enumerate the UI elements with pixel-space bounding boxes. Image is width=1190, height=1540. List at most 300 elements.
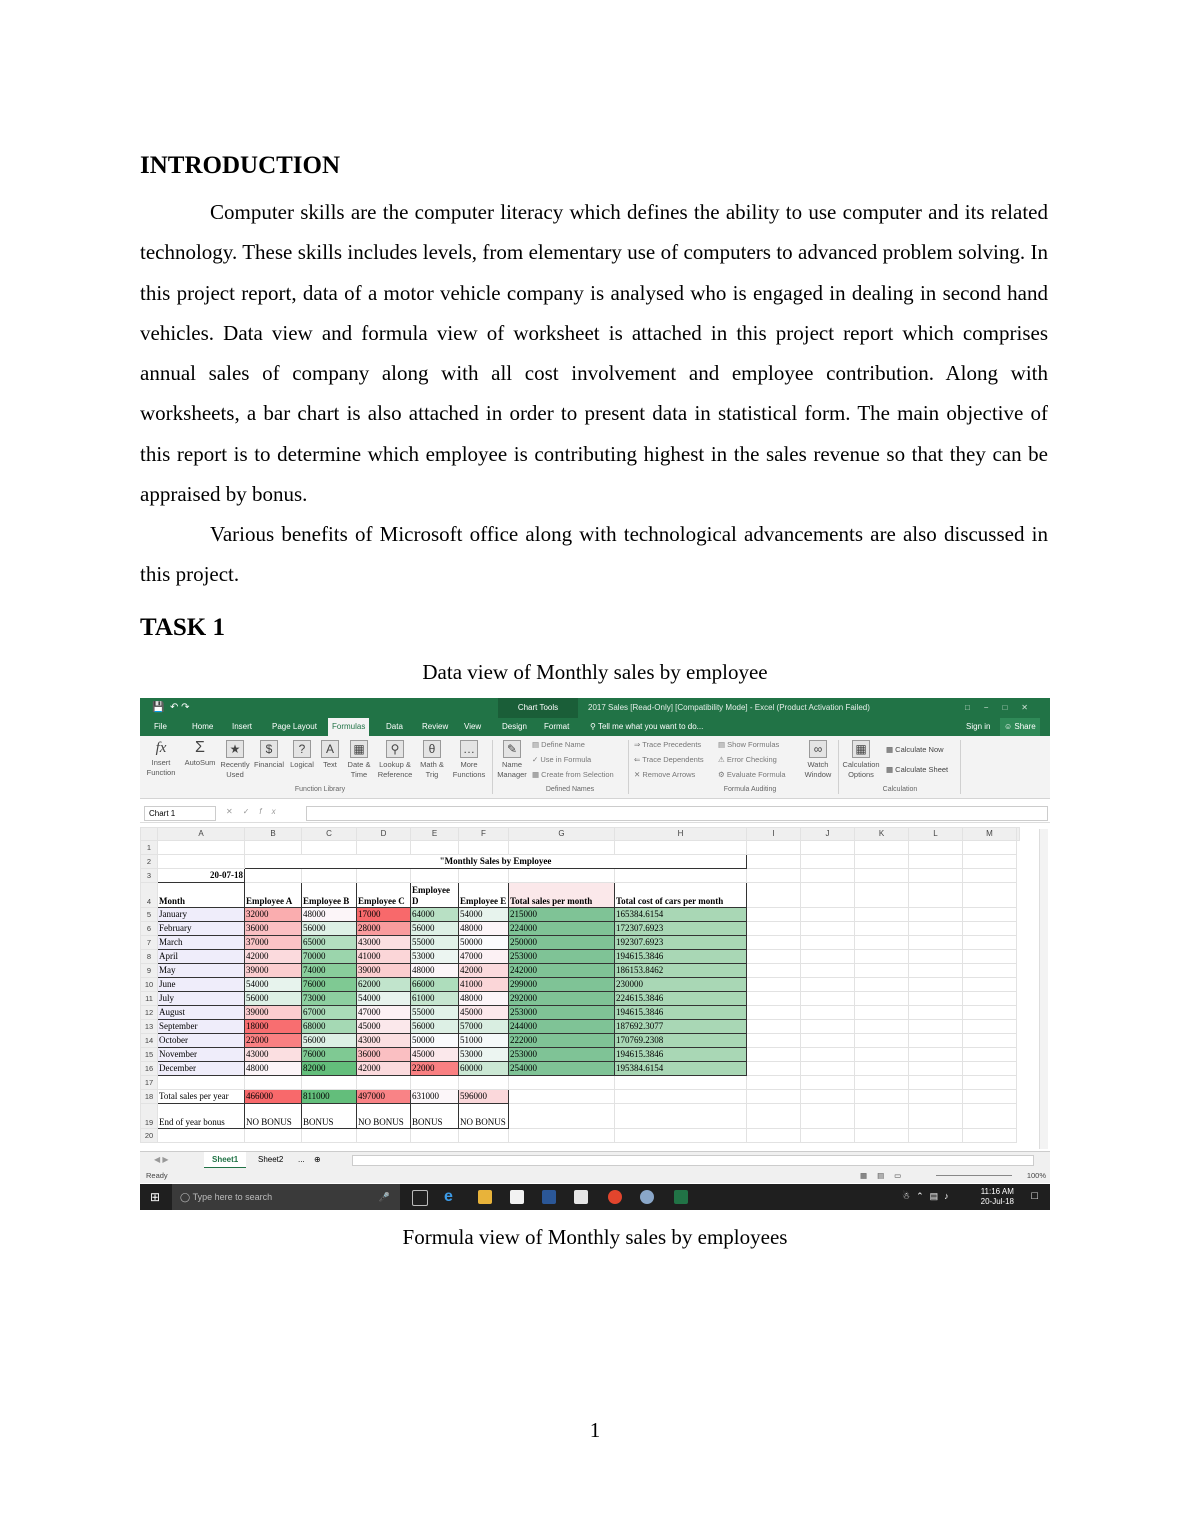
empty-cell[interactable] xyxy=(855,936,909,950)
column-header[interactable]: J xyxy=(801,828,855,841)
total-label-cell[interactable]: Total sales per year xyxy=(158,1090,245,1104)
bonus-cell[interactable]: NO BONUS xyxy=(459,1104,509,1129)
value-cell[interactable]: 76000 xyxy=(302,978,357,992)
empty-cell[interactable] xyxy=(801,841,855,855)
empty-cell[interactable] xyxy=(801,1104,855,1129)
empty-cell[interactable] xyxy=(411,841,459,855)
empty-cell[interactable] xyxy=(245,841,302,855)
empty-cell[interactable] xyxy=(909,883,963,908)
value-cell[interactable]: 39000 xyxy=(245,964,302,978)
create-from-selection-button[interactable]: ▦ Create from Selection xyxy=(532,770,614,779)
empty-cell[interactable] xyxy=(963,908,1017,922)
value-cell[interactable]: 50000 xyxy=(411,1034,459,1048)
value-cell[interactable]: 250000 xyxy=(509,936,615,950)
value-cell[interactable]: 48000 xyxy=(459,992,509,1006)
value-cell[interactable]: 48000 xyxy=(459,922,509,936)
edge-icon[interactable]: e xyxy=(444,1188,453,1205)
mail-icon[interactable] xyxy=(574,1190,588,1204)
more-functions-button[interactable] xyxy=(450,740,488,780)
empty-cell[interactable] xyxy=(459,841,509,855)
sheet-title-cell[interactable]: "Monthly Sales by Employee xyxy=(245,855,747,869)
empty-cell[interactable] xyxy=(909,1076,963,1090)
month-cell[interactable]: October xyxy=(158,1034,245,1048)
empty-cell[interactable] xyxy=(909,908,963,922)
empty-cell[interactable] xyxy=(459,869,509,883)
empty-cell[interactable] xyxy=(747,1034,801,1048)
value-cell[interactable]: 76000 xyxy=(302,1048,357,1062)
row-header[interactable]: 2 xyxy=(141,855,158,869)
empty-cell[interactable] xyxy=(747,869,801,883)
column-header[interactable]: K xyxy=(855,828,909,841)
empty-cell[interactable] xyxy=(411,1129,459,1143)
value-cell[interactable]: 62000 xyxy=(357,978,411,992)
empty-cell[interactable] xyxy=(459,1076,509,1090)
row-header[interactable]: 11 xyxy=(141,992,158,1006)
row-header[interactable]: 14 xyxy=(141,1034,158,1048)
name-manager-button[interactable] xyxy=(496,740,528,780)
empty-cell[interactable] xyxy=(963,936,1017,950)
select-all-corner[interactable] xyxy=(141,828,158,841)
taskbar-search-box[interactable] xyxy=(172,1184,400,1210)
empty-cell[interactable] xyxy=(855,1020,909,1034)
value-cell[interactable]: 57000 xyxy=(459,1020,509,1034)
empty-cell[interactable] xyxy=(909,964,963,978)
value-cell[interactable]: 42000 xyxy=(357,1062,411,1076)
date-cell[interactable]: 20-07-18 xyxy=(158,869,245,883)
value-cell[interactable]: 48000 xyxy=(245,1062,302,1076)
row-header[interactable]: 4 xyxy=(141,883,158,908)
empty-cell[interactable] xyxy=(909,1006,963,1020)
value-cell[interactable]: 195384.6154 xyxy=(615,1062,747,1076)
value-cell[interactable]: 61000 xyxy=(411,992,459,1006)
share-button[interactable] xyxy=(1000,718,1040,736)
empty-cell[interactable] xyxy=(909,1034,963,1048)
value-cell[interactable]: 48000 xyxy=(411,964,459,978)
evaluate-formula-button[interactable]: ⚙ Evaluate Formula xyxy=(718,770,786,779)
formula-bar-icons[interactable]: ✕✓fx xyxy=(226,807,286,816)
value-cell[interactable]: 56000 xyxy=(411,922,459,936)
row-header[interactable]: 16 xyxy=(141,1062,158,1076)
remove-arrows-button[interactable]: ✕ Remove Arrows xyxy=(634,770,696,779)
empty-cell[interactable] xyxy=(909,922,963,936)
empty-cell[interactable] xyxy=(963,992,1017,1006)
row-header[interactable]: 8 xyxy=(141,950,158,964)
value-cell[interactable]: 66000 xyxy=(411,978,459,992)
row-header[interactable]: 5 xyxy=(141,908,158,922)
value-cell[interactable]: 54000 xyxy=(245,978,302,992)
row-header[interactable]: 19 xyxy=(141,1104,158,1129)
value-cell[interactable]: 56000 xyxy=(245,992,302,1006)
value-cell[interactable]: 55000 xyxy=(411,1006,459,1020)
empty-cell[interactable] xyxy=(909,841,963,855)
empty-cell[interactable] xyxy=(855,950,909,964)
microphone-icon[interactable]: 🎤 xyxy=(378,1192,390,1202)
value-cell[interactable]: 47000 xyxy=(459,950,509,964)
value-cell[interactable]: 37000 xyxy=(245,936,302,950)
value-cell[interactable]: 68000 xyxy=(302,1020,357,1034)
value-cell[interactable]: 45000 xyxy=(459,1006,509,1020)
value-cell[interactable]: 299000 xyxy=(509,978,615,992)
value-cell[interactable]: 215000 xyxy=(509,908,615,922)
value-cell[interactable]: 292000 xyxy=(509,992,615,1006)
value-cell[interactable]: 60000 xyxy=(459,1062,509,1076)
empty-cell[interactable] xyxy=(801,855,855,869)
value-cell[interactable]: 53000 xyxy=(411,950,459,964)
tab-home[interactable]: Home xyxy=(192,722,214,731)
empty-cell[interactable] xyxy=(615,1090,747,1104)
sign-in-link[interactable]: Sign in xyxy=(966,722,991,731)
value-cell[interactable]: 172307.6923 xyxy=(615,922,747,936)
value-cell[interactable]: 42000 xyxy=(245,950,302,964)
chrome-icon[interactable] xyxy=(608,1190,622,1204)
empty-cell[interactable] xyxy=(357,869,411,883)
column-title-cell[interactable]: Employee D xyxy=(411,883,459,908)
empty-cell[interactable] xyxy=(909,1048,963,1062)
column-header[interactable]: L xyxy=(909,828,963,841)
column-header[interactable]: B xyxy=(245,828,302,841)
empty-cell[interactable] xyxy=(909,936,963,950)
empty-cell[interactable] xyxy=(801,964,855,978)
empty-cell[interactable] xyxy=(747,1104,801,1129)
tab-data[interactable]: Data xyxy=(386,722,403,731)
empty-cell[interactable] xyxy=(357,1129,411,1143)
row-header[interactable]: 10 xyxy=(141,978,158,992)
empty-cell[interactable] xyxy=(855,883,909,908)
empty-cell[interactable] xyxy=(411,1076,459,1090)
empty-cell[interactable] xyxy=(909,869,963,883)
row-header[interactable]: 12 xyxy=(141,1006,158,1020)
empty-cell[interactable] xyxy=(909,1020,963,1034)
empty-cell[interactable] xyxy=(801,992,855,1006)
empty-cell[interactable] xyxy=(963,978,1017,992)
value-cell[interactable]: 43000 xyxy=(357,936,411,950)
empty-cell[interactable] xyxy=(801,978,855,992)
empty-cell[interactable] xyxy=(963,883,1017,908)
value-cell[interactable]: 47000 xyxy=(357,1006,411,1020)
empty-cell[interactable] xyxy=(801,1020,855,1034)
sheet-tab-sheet2[interactable]: Sheet2 xyxy=(258,1155,284,1164)
empty-cell[interactable] xyxy=(245,1076,302,1090)
tab-file[interactable]: File xyxy=(154,722,167,731)
value-cell[interactable]: 43000 xyxy=(245,1048,302,1062)
row-header[interactable]: 7 xyxy=(141,936,158,950)
value-cell[interactable]: 254000 xyxy=(509,1062,615,1076)
empty-cell[interactable] xyxy=(801,1129,855,1143)
value-cell[interactable]: 28000 xyxy=(357,922,411,936)
value-cell[interactable]: 39000 xyxy=(245,1006,302,1020)
value-cell[interactable]: 74000 xyxy=(302,964,357,978)
value-cell[interactable]: 56000 xyxy=(302,1034,357,1048)
empty-cell[interactable] xyxy=(747,883,801,908)
column-header[interactable]: G xyxy=(509,828,615,841)
system-tray-icons[interactable]: ☃⌃▤♪ xyxy=(902,1191,955,1201)
column-title-cell[interactable]: Employee E xyxy=(459,883,509,908)
empty-cell[interactable] xyxy=(963,1048,1017,1062)
value-cell[interactable]: 244000 xyxy=(509,1020,615,1034)
empty-cell[interactable] xyxy=(509,1076,615,1090)
taskbar-clock[interactable] xyxy=(981,1187,1014,1207)
empty-cell[interactable] xyxy=(302,869,357,883)
empty-cell[interactable] xyxy=(158,1076,245,1090)
value-cell[interactable]: 43000 xyxy=(357,1034,411,1048)
zoom-slider[interactable] xyxy=(936,1175,1012,1176)
empty-cell[interactable] xyxy=(855,1129,909,1143)
column-header[interactable]: A xyxy=(158,828,245,841)
value-cell[interactable]: 65000 xyxy=(302,936,357,950)
empty-cell[interactable] xyxy=(302,1129,357,1143)
math-trig-button[interactable] xyxy=(416,740,448,780)
empty-cell[interactable] xyxy=(801,936,855,950)
empty-cell[interactable] xyxy=(963,1090,1017,1104)
bonus-cell[interactable]: NO BONUS xyxy=(245,1104,302,1129)
empty-cell[interactable] xyxy=(909,1104,963,1129)
empty-cell[interactable] xyxy=(801,922,855,936)
empty-cell[interactable] xyxy=(963,950,1017,964)
total-cell[interactable]: 596000 xyxy=(459,1090,509,1104)
empty-cell[interactable] xyxy=(963,869,1017,883)
value-cell[interactable]: 170769.2308 xyxy=(615,1034,747,1048)
value-cell[interactable]: 53000 xyxy=(459,1048,509,1062)
empty-cell[interactable] xyxy=(855,1076,909,1090)
value-cell[interactable]: 50000 xyxy=(459,936,509,950)
tab-insert[interactable]: Insert xyxy=(232,722,253,731)
windows-start-icon[interactable]: ⊞ xyxy=(150,1190,161,1204)
empty-cell[interactable] xyxy=(615,1129,747,1143)
value-cell[interactable]: 42000 xyxy=(459,964,509,978)
empty-cell[interactable] xyxy=(615,1076,747,1090)
row-header[interactable]: 17 xyxy=(141,1076,158,1090)
value-cell[interactable]: 41000 xyxy=(357,950,411,964)
empty-cell[interactable] xyxy=(615,869,747,883)
column-header[interactable]: E xyxy=(411,828,459,841)
value-cell[interactable]: 230000 xyxy=(615,978,747,992)
tab-design[interactable]: Design xyxy=(502,722,527,731)
value-cell[interactable]: 67000 xyxy=(302,1006,357,1020)
empty-cell[interactable] xyxy=(855,922,909,936)
empty-cell[interactable] xyxy=(509,841,615,855)
empty-cell[interactable] xyxy=(855,992,909,1006)
empty-cell[interactable] xyxy=(909,1090,963,1104)
value-cell[interactable]: 187692.3077 xyxy=(615,1020,747,1034)
value-cell[interactable]: 56000 xyxy=(302,922,357,936)
sheet-tab-sheet1[interactable]: Sheet1 xyxy=(204,1152,246,1169)
empty-cell[interactable] xyxy=(509,1090,615,1104)
month-cell[interactable]: September xyxy=(158,1020,245,1034)
value-cell[interactable]: 48000 xyxy=(302,908,357,922)
define-name-button[interactable]: ▤ Define Name xyxy=(532,740,585,749)
empty-cell[interactable] xyxy=(963,1034,1017,1048)
value-cell[interactable]: 32000 xyxy=(245,908,302,922)
empty-cell[interactable] xyxy=(963,964,1017,978)
month-cell[interactable]: May xyxy=(158,964,245,978)
value-cell[interactable]: 222000 xyxy=(509,1034,615,1048)
row-header[interactable]: 1 xyxy=(141,841,158,855)
window-controls[interactable]: □−□✕ xyxy=(964,703,1042,712)
month-cell[interactable]: November xyxy=(158,1048,245,1062)
financial-button[interactable] xyxy=(252,740,286,770)
total-cell[interactable]: 497000 xyxy=(357,1090,411,1104)
empty-cell[interactable] xyxy=(459,1129,509,1143)
value-cell[interactable]: 242000 xyxy=(509,964,615,978)
autosum-button[interactable] xyxy=(182,740,218,768)
empty-cell[interactable] xyxy=(509,1104,615,1129)
empty-cell[interactable] xyxy=(245,1129,302,1143)
empty-cell[interactable] xyxy=(963,841,1017,855)
empty-cell[interactable] xyxy=(855,841,909,855)
store-icon[interactable] xyxy=(510,1190,524,1204)
month-cell[interactable]: January xyxy=(158,908,245,922)
month-cell[interactable]: August xyxy=(158,1006,245,1020)
empty-cell[interactable] xyxy=(909,1062,963,1076)
column-header[interactable]: D xyxy=(357,828,411,841)
empty-cell[interactable] xyxy=(747,936,801,950)
empty-cell[interactable] xyxy=(855,1062,909,1076)
value-cell[interactable]: 45000 xyxy=(357,1020,411,1034)
value-cell[interactable]: 82000 xyxy=(302,1062,357,1076)
month-cell[interactable]: April xyxy=(158,950,245,964)
empty-cell[interactable] xyxy=(963,1129,1017,1143)
value-cell[interactable]: 54000 xyxy=(357,992,411,1006)
empty-cell[interactable] xyxy=(357,1076,411,1090)
value-cell[interactable]: 192307.6923 xyxy=(615,936,747,950)
empty-cell[interactable] xyxy=(158,855,245,869)
tab-page-layout[interactable]: Page Layout xyxy=(272,722,317,731)
empty-cell[interactable] xyxy=(801,1090,855,1104)
empty-cell[interactable] xyxy=(801,869,855,883)
row-header[interactable]: 9 xyxy=(141,964,158,978)
calculation-options-button[interactable] xyxy=(840,740,882,780)
empty-cell[interactable] xyxy=(509,869,615,883)
column-header[interactable]: I xyxy=(747,828,801,841)
empty-cell[interactable] xyxy=(909,992,963,1006)
text-button[interactable] xyxy=(318,740,342,770)
empty-cell[interactable] xyxy=(302,841,357,855)
empty-cell[interactable] xyxy=(909,1129,963,1143)
column-title-cell[interactable]: Total cost of cars per month xyxy=(615,883,747,908)
empty-cell[interactable] xyxy=(801,1034,855,1048)
empty-cell[interactable] xyxy=(747,950,801,964)
quick-access-icons[interactable]: 💾 ↶ ↷ xyxy=(152,702,190,713)
value-cell[interactable]: 22000 xyxy=(245,1034,302,1048)
month-cell[interactable]: July xyxy=(158,992,245,1006)
row-header[interactable]: 18 xyxy=(141,1090,158,1104)
trace-dependents-button[interactable]: ⇐ Trace Dependents xyxy=(634,755,704,764)
empty-cell[interactable] xyxy=(855,855,909,869)
empty-cell[interactable] xyxy=(855,1090,909,1104)
row-header[interactable]: 20 xyxy=(141,1129,158,1143)
value-cell[interactable]: 224615.3846 xyxy=(615,992,747,1006)
value-cell[interactable]: 17000 xyxy=(357,908,411,922)
value-cell[interactable]: 54000 xyxy=(459,908,509,922)
row-header[interactable]: 3 xyxy=(141,869,158,883)
column-header[interactable] xyxy=(1017,828,1020,841)
empty-cell[interactable] xyxy=(615,841,747,855)
error-checking-button[interactable]: ⚠ Error Checking xyxy=(718,755,777,764)
empty-cell[interactable] xyxy=(801,908,855,922)
value-cell[interactable]: 36000 xyxy=(245,922,302,936)
empty-cell[interactable] xyxy=(801,950,855,964)
zoom-level[interactable]: 100% xyxy=(1026,1171,1046,1180)
empty-cell[interactable] xyxy=(855,908,909,922)
bonus-cell[interactable]: BONUS xyxy=(302,1104,357,1129)
vertical-scrollbar[interactable] xyxy=(1039,829,1048,1149)
total-cell[interactable]: 811000 xyxy=(302,1090,357,1104)
empty-cell[interactable] xyxy=(855,869,909,883)
empty-cell[interactable] xyxy=(855,978,909,992)
insert-function-button[interactable] xyxy=(144,740,178,778)
lookup-button[interactable] xyxy=(376,740,414,780)
recently-used-button[interactable] xyxy=(220,740,250,780)
value-cell[interactable]: 253000 xyxy=(509,950,615,964)
total-cell[interactable]: 631000 xyxy=(411,1090,459,1104)
empty-cell[interactable] xyxy=(245,869,302,883)
column-title-cell[interactable]: Employee C xyxy=(357,883,411,908)
empty-cell[interactable] xyxy=(801,1048,855,1062)
tell-me-box[interactable] xyxy=(586,718,707,736)
empty-cell[interactable] xyxy=(158,1129,245,1143)
column-title-cell[interactable]: Month xyxy=(158,883,245,908)
value-cell[interactable]: 194615.3846 xyxy=(615,950,747,964)
empty-cell[interactable] xyxy=(747,1090,801,1104)
empty-cell[interactable] xyxy=(747,1076,801,1090)
watch-window-button[interactable] xyxy=(800,740,836,780)
month-cell[interactable]: March xyxy=(158,936,245,950)
value-cell[interactable]: 253000 xyxy=(509,1006,615,1020)
empty-cell[interactable] xyxy=(801,1006,855,1020)
use-in-formula-button[interactable]: ✓ Use in Formula xyxy=(532,755,592,764)
month-cell[interactable]: June xyxy=(158,978,245,992)
empty-cell[interactable] xyxy=(747,964,801,978)
notifications-icon[interactable]: □ xyxy=(1031,1190,1038,1202)
file-explorer-icon[interactable] xyxy=(478,1190,492,1204)
value-cell[interactable]: 224000 xyxy=(509,922,615,936)
tab-formulas[interactable]: Formulas xyxy=(328,718,369,736)
app-icon[interactable] xyxy=(640,1190,654,1204)
word-icon[interactable] xyxy=(542,1190,556,1204)
month-cell[interactable]: February xyxy=(158,922,245,936)
empty-cell[interactable] xyxy=(801,883,855,908)
value-cell[interactable]: 186153.8462 xyxy=(615,964,747,978)
formula-input[interactable] xyxy=(306,806,1048,821)
empty-cell[interactable] xyxy=(855,1006,909,1020)
row-header[interactable]: 15 xyxy=(141,1048,158,1062)
empty-cell[interactable] xyxy=(963,855,1017,869)
calculate-sheet-button[interactable]: ▦ Calculate Sheet xyxy=(886,765,949,774)
empty-cell[interactable] xyxy=(747,908,801,922)
empty-cell[interactable] xyxy=(747,1129,801,1143)
bonus-cell[interactable]: NO BONUS xyxy=(357,1104,411,1129)
empty-cell[interactable] xyxy=(747,978,801,992)
empty-cell[interactable] xyxy=(801,1062,855,1076)
empty-cell[interactable] xyxy=(909,855,963,869)
tab-format[interactable]: Format xyxy=(544,722,570,731)
column-title-cell[interactable]: Total sales per month xyxy=(509,883,615,908)
empty-cell[interactable] xyxy=(747,922,801,936)
empty-cell[interactable] xyxy=(855,964,909,978)
empty-cell[interactable] xyxy=(302,1076,357,1090)
empty-cell[interactable] xyxy=(963,1020,1017,1034)
empty-cell[interactable] xyxy=(747,841,801,855)
bonus-cell[interactable]: BONUS xyxy=(411,1104,459,1129)
bonus-label-cell[interactable]: End of year bonus xyxy=(158,1104,245,1129)
value-cell[interactable]: 39000 xyxy=(357,964,411,978)
column-header[interactable]: M xyxy=(963,828,1017,841)
month-cell[interactable]: December xyxy=(158,1062,245,1076)
value-cell[interactable]: 194615.3846 xyxy=(615,1006,747,1020)
tab-view[interactable]: View xyxy=(464,722,482,731)
value-cell[interactable]: 18000 xyxy=(245,1020,302,1034)
empty-cell[interactable] xyxy=(963,1076,1017,1090)
